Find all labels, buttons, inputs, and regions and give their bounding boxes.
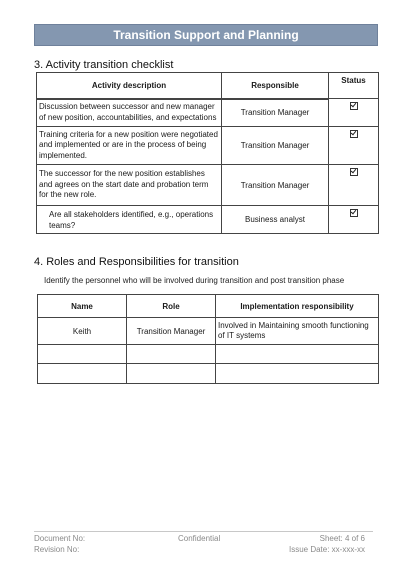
column-header-responsibility: Implementation responsibility — [216, 295, 379, 318]
roles-table — [37, 294, 379, 384]
table-row — [38, 318, 379, 345]
footer-issue-date: Issue Date: xx-xxx-xx — [288, 545, 365, 554]
table-header-row — [38, 295, 379, 318]
column-header-responsible: Responsible — [222, 73, 329, 99]
table-row — [37, 99, 379, 127]
person-role[interactable] — [127, 364, 216, 384]
person-role: Transition Manager — [127, 318, 216, 345]
activity-responsible: Transition Manager — [222, 99, 329, 127]
section-3-heading: 3. Activity transition checklist — [34, 59, 174, 71]
person-name[interactable] — [38, 345, 127, 364]
checked-box-icon[interactable] — [350, 102, 358, 110]
footer-divider — [34, 531, 373, 532]
activity-status — [329, 99, 379, 127]
page-title: Transition Support and Planning — [113, 28, 299, 42]
footer-confidential: Confidential — [178, 534, 221, 543]
activity-status — [329, 165, 379, 206]
activity-status — [329, 127, 379, 165]
person-responsibility: Involved in Maintaining smooth functioning of IT systems — [216, 318, 379, 345]
column-header-status: Status — [329, 73, 379, 99]
table-row — [38, 345, 379, 364]
table-row — [37, 165, 379, 206]
footer-sheet: Sheet: 4 of 6 — [319, 534, 365, 543]
activity-responsible: Transition Manager — [222, 127, 329, 165]
page-banner — [34, 24, 378, 46]
column-header-role: Role — [127, 295, 216, 318]
activity-responsible: Business analyst — [222, 206, 329, 234]
table-row — [37, 127, 379, 165]
activity-description: Are all stakeholders identified, e.g., operations teams? — [37, 206, 222, 234]
person-responsibility[interactable] — [216, 364, 379, 384]
section-4-intro: Identify the personnel who will be involved during transition and post transition phase — [44, 276, 345, 285]
table-row — [38, 364, 379, 384]
person-responsibility[interactable] — [216, 345, 379, 364]
activity-description: Discussion between successor and new manager of new position, accountabilities, and expectations — [37, 99, 222, 127]
section-4-heading: 4. Roles and Responsibilities for transition — [34, 256, 239, 268]
person-name: Keith — [38, 318, 127, 345]
activity-description: Training criteria for a new position were negotiated and implemented or are in the process of being implemented. — [37, 127, 222, 165]
column-header-description: Activity description — [37, 73, 222, 99]
person-role[interactable] — [127, 345, 216, 364]
checked-box-icon[interactable] — [350, 209, 358, 217]
activity-checklist-table — [36, 72, 379, 234]
column-header-name: Name — [38, 295, 127, 318]
table-header-row — [37, 73, 379, 99]
activity-status — [329, 206, 379, 234]
checked-box-icon[interactable] — [350, 168, 358, 176]
person-name[interactable] — [38, 364, 127, 384]
checked-box-icon[interactable] — [350, 130, 358, 138]
table-row — [37, 206, 379, 234]
footer-revision-no: Revision No: — [34, 545, 80, 554]
footer-document-no: Document No: — [34, 534, 86, 543]
activity-description: The successor for the new position establishes and agrees on the start date and probation term for the new role. — [37, 165, 222, 206]
activity-responsible: Transition Manager — [222, 165, 329, 206]
